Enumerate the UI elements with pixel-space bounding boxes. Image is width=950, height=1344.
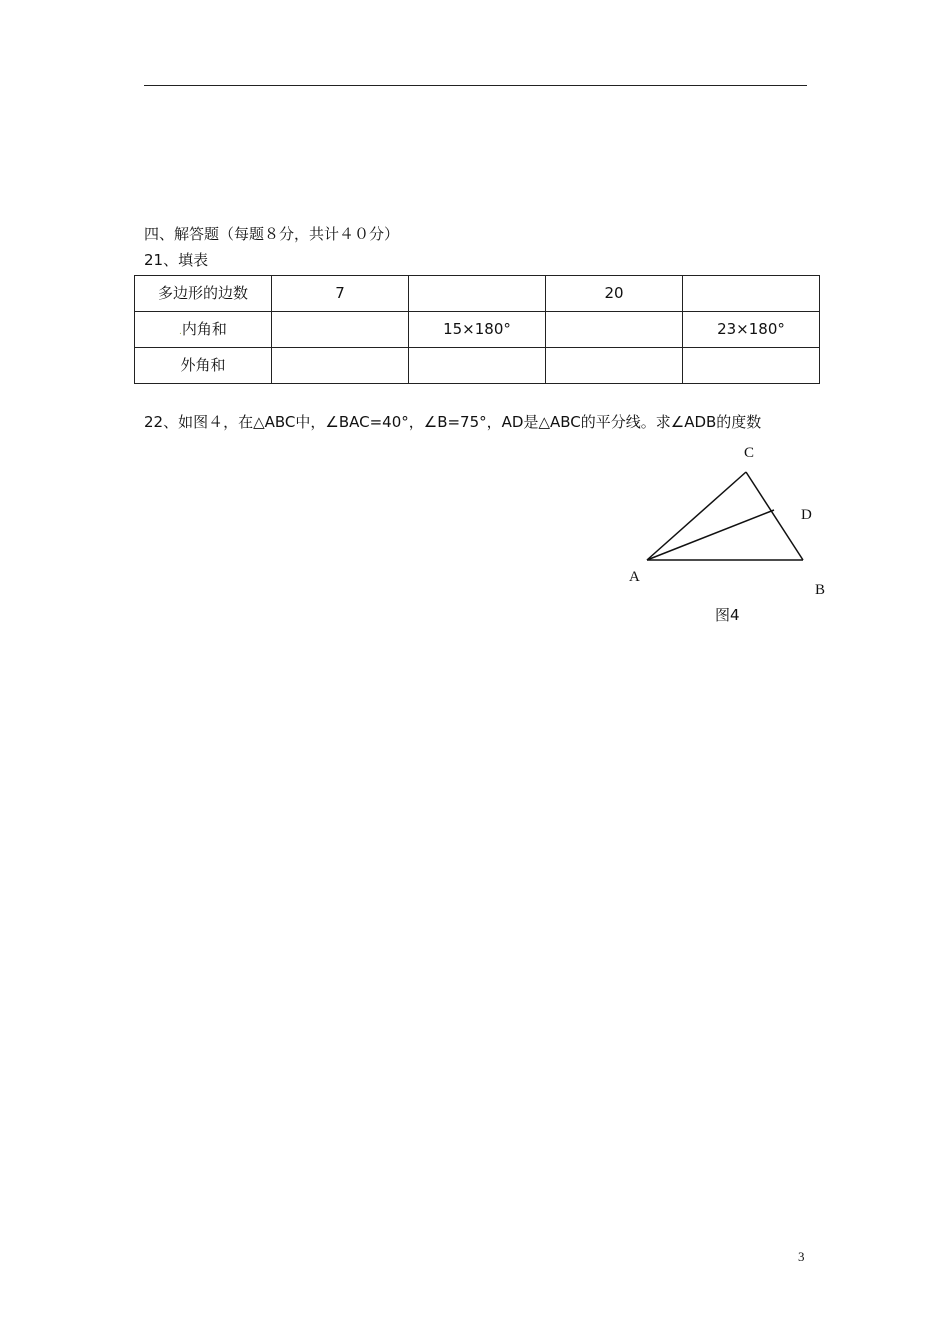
section-heading: 四、解答题（每题８分，共计４０分）: [144, 225, 400, 243]
table-cell-text: 23×180°: [717, 320, 785, 338]
table-cell: [135, 348, 272, 384]
bisector-ad: [647, 510, 774, 560]
table-cell: [683, 276, 820, 312]
question-21-label: 21、填表: [144, 251, 209, 269]
dot-mark-icon: .: [179, 327, 182, 337]
header-rule: [144, 85, 807, 86]
table-cell: [546, 276, 683, 312]
triangle-figure: [610, 435, 840, 635]
table-cell-text: 内角和: [181, 320, 227, 338]
table-cell: [135, 276, 272, 312]
table-cell: [409, 276, 546, 312]
table-cell: [409, 312, 546, 348]
table-cell-text: 15×180°: [443, 320, 511, 338]
table-cell-text: 多边形的边数: [157, 284, 248, 302]
table-row: [135, 276, 820, 312]
table-cell-text: 7: [335, 284, 345, 302]
table-cell: [546, 312, 683, 348]
vertex-label-a: A: [629, 569, 640, 585]
table-cell: [272, 312, 409, 348]
vertex-label-c: C: [744, 445, 755, 461]
table-cell: [546, 348, 683, 384]
table-cell-text: 20: [604, 284, 624, 302]
table-cell: [683, 348, 820, 384]
table-cell: [409, 348, 546, 384]
question-22-text: 22、如图４，在△ABC中，∠BAC=40°，∠B=75°，AD是△ABC的平分线。求∠ADB的度数: [144, 413, 762, 431]
page-number: 3: [798, 1249, 805, 1264]
table-row: [135, 312, 820, 348]
figure-caption: 图4: [715, 606, 740, 624]
point-label-d: D: [801, 507, 812, 523]
side-ac: [647, 472, 746, 560]
vertex-label-b: B: [815, 582, 826, 598]
table-cell: [272, 348, 409, 384]
table-cell: [135, 312, 272, 348]
table-cell: [272, 276, 409, 312]
table-cell: [683, 312, 820, 348]
table-row: [135, 348, 820, 384]
table-cell-text: 外角和: [180, 356, 226, 374]
side-cb: [746, 472, 803, 560]
polygon-angle-table: [134, 275, 820, 384]
